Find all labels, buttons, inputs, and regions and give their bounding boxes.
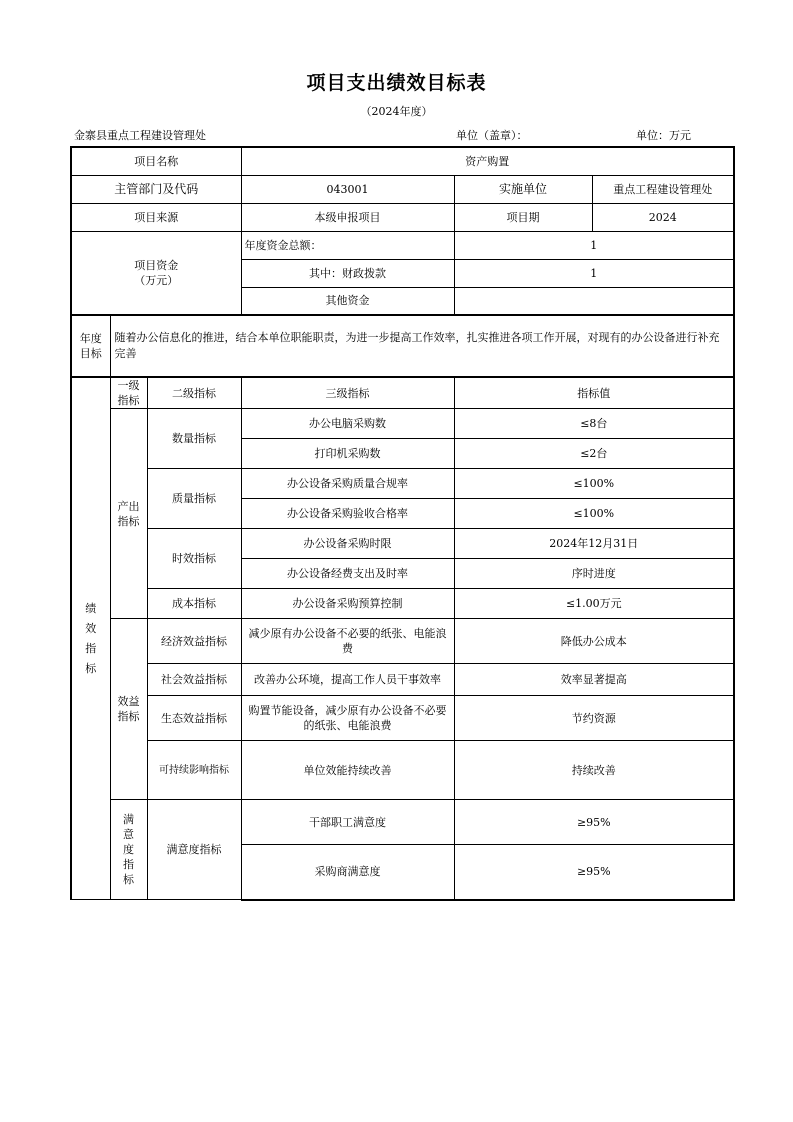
dept-label: 主管部门及代码 [71,175,241,203]
source-label: 项目来源 [71,203,241,231]
source-row [71,203,734,231]
indicator-value: ≥95% [454,845,734,900]
year-label: （2024年度） [360,105,433,118]
table-row [71,800,734,845]
impl-unit-label: 实施单位 [454,175,592,203]
indicator-value: ≤1.00万元 [454,589,734,619]
indicator-name: 单位效能持续改善 [241,741,454,800]
dept-code: 043001 [241,175,454,203]
sustain-label: 可持续影响指标 [147,741,241,800]
unit-label: 单位：万元 [636,129,691,142]
table-row [71,741,734,800]
indicator-value: 降低办公成本 [454,619,734,664]
annual-goal-text: 随着办公信息化的推进，结合本单位职能职责，为进一步提高工作效率，扎实推进各项工作开展，对现有的办公设备进行补充完善 [110,315,734,377]
social-label: 社会效益指标 [147,664,241,696]
table-row [71,529,734,559]
indicator-value: ≤100% [454,469,734,499]
seal-label: 单位（盖章）： [456,129,528,142]
table-row [71,409,734,439]
indicator-value: ≤8台 [454,409,734,439]
level1-header: 一级指标 [110,377,147,409]
funds-label [71,231,241,315]
output-label: 产出指标 [110,409,147,619]
quality-label: 质量指标 [147,469,241,529]
indicator-value: 2024年12月31日 [454,529,734,559]
indicator-name: 办公设备采购质量合规率 [241,469,454,499]
funds-label-line2: （万元） [134,273,179,287]
indicator-name: 办公设备经费支出及时率 [241,559,454,589]
indicator-name: 购置节能设备，减少原有办公设备不必要的纸张、电能浪费 [241,696,454,741]
funds-fiscal-value: 1 [454,259,734,287]
benefit-label: 效益指标 [110,619,147,800]
annual-goal-row [71,315,734,377]
funds-total-value: 1 [454,231,734,259]
value-header: 指标值 [454,377,734,409]
indicator-name: 办公设备采购验收合格率 [241,499,454,529]
annual-goal-label: 年度目标 [71,315,110,377]
funds-other-value [454,287,734,315]
period-label: 项目期 [454,203,592,231]
level2-header: 二级指标 [147,377,241,409]
indicator-value: ≥95% [454,800,734,845]
economic-label: 经济效益指标 [147,619,241,664]
funds-fiscal-label: 其中：财政拨款 [241,259,454,287]
table-row [71,619,734,664]
perf-label: 绩效指标 [71,377,110,900]
indicator-name: 办公设备采购预算控制 [241,589,454,619]
indicator-name: 减少原有办公设备不必要的纸张、电能浪费 [241,619,454,664]
org-name: 金寨县重点工程建设管理处 [74,129,206,142]
indicator-name: 干部职工满意度 [241,800,454,845]
indicator-name: 采购商满意度 [241,845,454,900]
performance-table [70,146,735,901]
indicator-name: 改善办公环境，提高工作人员干事效率 [241,664,454,696]
timeliness-label: 时效指标 [147,529,241,589]
indicator-value: 序时进度 [454,559,734,589]
table-row [71,469,734,499]
cost-label: 成本指标 [147,589,241,619]
indicator-name: 办公电脑采购数 [241,409,454,439]
funds-label-line1: 项目资金 [134,258,179,272]
indicator-value: ≤100% [454,499,734,529]
table-row [71,589,734,619]
satisfaction-sub-label: 满意度指标 [147,800,241,900]
project-name-value: 资产购置 [241,147,734,175]
funds-total-row [71,231,734,259]
indicator-name: 打印机采购数 [241,439,454,469]
indicator-name: 办公设备采购时限 [241,529,454,559]
project-name-label: 项目名称 [71,147,241,175]
page-title: 项目支出绩效目标表 [306,72,487,94]
eco-label: 生态效益指标 [147,696,241,741]
satisfaction-label: 满意度指标 [110,800,147,900]
indicator-value: 效率显著提高 [454,664,734,696]
project-name-row [71,147,734,175]
table-row [71,696,734,741]
impl-unit-value: 重点工程建设管理处 [592,175,734,203]
funds-total-label: 年度资金总额： [241,231,454,259]
dept-row [71,175,734,203]
quantity-label: 数量指标 [147,409,241,469]
source-value: 本级申报项目 [241,203,454,231]
level3-header: 三级指标 [241,377,454,409]
funds-other-label: 其他资金 [241,287,454,315]
indicator-value: 持续改善 [454,741,734,800]
indicator-value: 节约资源 [454,696,734,741]
table-row [71,664,734,696]
period-value: 2024 [592,203,734,231]
perf-header-row [71,377,734,409]
indicator-value: ≤2台 [454,439,734,469]
